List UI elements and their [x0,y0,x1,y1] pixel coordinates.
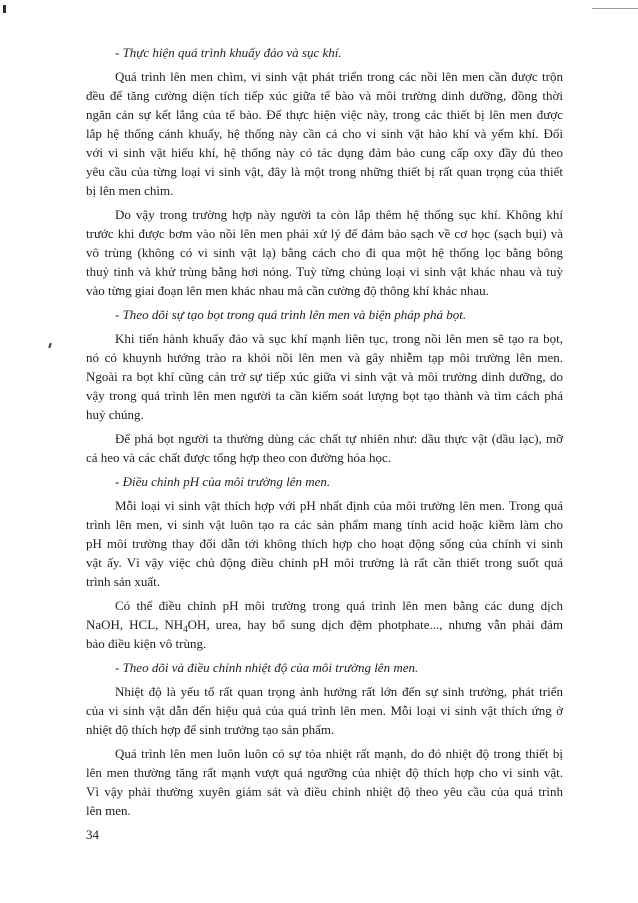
section-heading: - Theo dõi và điều chỉnh nhiệt độ của môi trường lên men. [115,660,419,675]
text-line: pH môi trường thay đổi dẫn tới không thích hợp cho hoạt động sống của chính vi sinh [86,536,563,551]
text-line: Để phá bọt người ta thường dùng các chất tự nhiên như: dầu thực vật (dầu lạc), mỡ [115,431,563,446]
paragraph [86,329,563,424]
paragraph [86,682,563,739]
text-line: bảo điều kiện vô trùng. [86,636,207,651]
scan-mark [3,5,6,13]
page-number: 34 [86,827,99,842]
paragraph [86,205,563,300]
text-line: yêu cầu của từng loại vi sinh vật, đây là một trong những thiết bị rất quan trọng của thiết [86,164,563,179]
text-line: Có thể điều chỉnh pH môi trường trong quá trình lên men bằng các dung dịch [115,598,563,613]
text-line: của vi sinh vật dẫn đến hiệu quả của quá trình lên men. Mỗi loại vi sinh vật thích ứng ở [86,703,563,718]
text-line: thuỷ tinh và khử trùng bằng hơi nóng. Tuỳ từng chủng loại vi sinh vật khác nhau và tuỳ [86,264,563,279]
paragraph [86,596,563,653]
paragraph [86,496,563,591]
text-line: đều để tăng cường diện tích tiếp xúc giữa tế bào và môi trường dinh dưỡng, đồng thời [86,88,563,103]
text-line: trình lên men, vi sinh vật luôn tạo ra các sản phẩm mang tính acid hoặc kiềm làm cho [86,517,563,532]
section-ph-control [86,472,563,653]
scan-mark [48,343,52,348]
text-line: Ngoài ra bọt khí cũng cản trở sự tiếp xúc giữa vi sinh vật và môi trường dinh dưỡng, do [86,369,563,384]
subscript: 4 [183,624,188,634]
text-line: cá heo và các chất được tổng hợp theo con đường hóa học. [86,450,392,465]
text-line: Vì vậy phải thường xuyên giám sát và điều chỉnh nhiệt độ theo yêu cầu của quá trình [86,784,563,799]
paragraph [86,429,563,467]
text-line: với vi sinh vật hiếu khí, hệ thống này có tác dụng đảm bảo cung cấp oxy đầy đủ theo [86,145,563,160]
page-body [86,43,563,844]
section-stirring-aeration [86,43,563,300]
text-line: lắp hệ thống cánh khuấy, hệ thống này cần cả cho vi sinh vật hảo khí và yếm khí. Đối [86,126,563,141]
text-line: lên men thường tăng rất mạnh vượt quá ngưỡng của nhiệt độ thích hợp cho vi sinh vật. [86,765,563,780]
text-run: OH, urea, hay bổ sung dịch đệm photphate..., nhưng vẫn phải đảm [187,617,563,632]
text-line: trình sản xuất. [86,574,161,589]
text-line: vật ấy. Vì vậy việc chủ động điều chỉnh pH môi trường là rất cần thiết trong suốt quá [86,555,563,570]
text-line [86,615,563,634]
text-line: huỷ chúng. [86,407,144,422]
text-line: ngăn cản sự kết lắng của tế bào. Để thực hiện việc này, trong các thiết bị lên men được [86,107,563,122]
paragraph [86,744,563,820]
text-line: Quá trình lên men luôn luôn có sự tỏa nhiệt rất mạnh, do đó nhiệt độ trong thiết bị [115,746,563,761]
text-line: Do vậy trong trường hợp này người ta còn lắp thêm hệ thống sục khí. Không khí [115,207,563,222]
section-foam-control [86,305,563,467]
text-line: nó có khuynh hướng trào ra khỏi nồi lên men và gây nhiễm tạp môi trường lên men. [86,350,563,365]
text-line: lên men. [86,803,131,818]
text-line: Quá trình lên men chìm, vi sinh vật phát triển trong các nồi lên men cần được trộn [115,69,563,84]
text-line: Mỗi loại vi sinh vật thích hợp với pH nhất định của môi trường lên men. Trong quá [115,498,563,513]
section-heading: - Điều chỉnh pH của môi trường lên men. [115,474,331,489]
text-line: vào từng giai đoạn lên men khác nhau mà cần cường độ thông khí khác nhau. [86,283,489,298]
paragraph [86,67,563,200]
section-heading: - Theo dõi sự tạo bọt trong quá trình lên men và biện pháp phá bọt. [115,307,467,322]
section-temperature-control [86,658,563,820]
text-line: nhiệt độ thích hợp để sinh trưởng tạo sản phẩm. [86,722,335,737]
text-line: Khi tiến hành khuấy đảo và sục khí mạnh liên tục, trong nồi lên men sẽ tạo ra bọt, [115,331,563,346]
section-heading: - Thực hiện quá trình khuấy đảo và sục khí. [115,45,342,60]
text-line: trước khi được bơm vào nồi lên men phải xử lý để đảm bảo sạch về cơ học (sạch bụi) và [86,226,563,241]
text-line: Nhiệt độ là yếu tố rất quan trọng ảnh hưởng rất lớn đến sự sinh trưởng, phát triển [115,684,563,699]
text-line: vậy trong quá trình lên men người ta cần kiểm soát lượng bọt tạo thành và tìm cách phá [86,388,563,403]
text-line: vô trùng (không có vi sinh vật lạ) bằng cách cho đi qua một hệ thống lọc bằng bông [86,245,563,260]
text-run: NaOH, HCL, NH [86,617,184,632]
scan-edge-line [592,8,638,9]
text-line: bị lên men chìm. [86,183,174,198]
